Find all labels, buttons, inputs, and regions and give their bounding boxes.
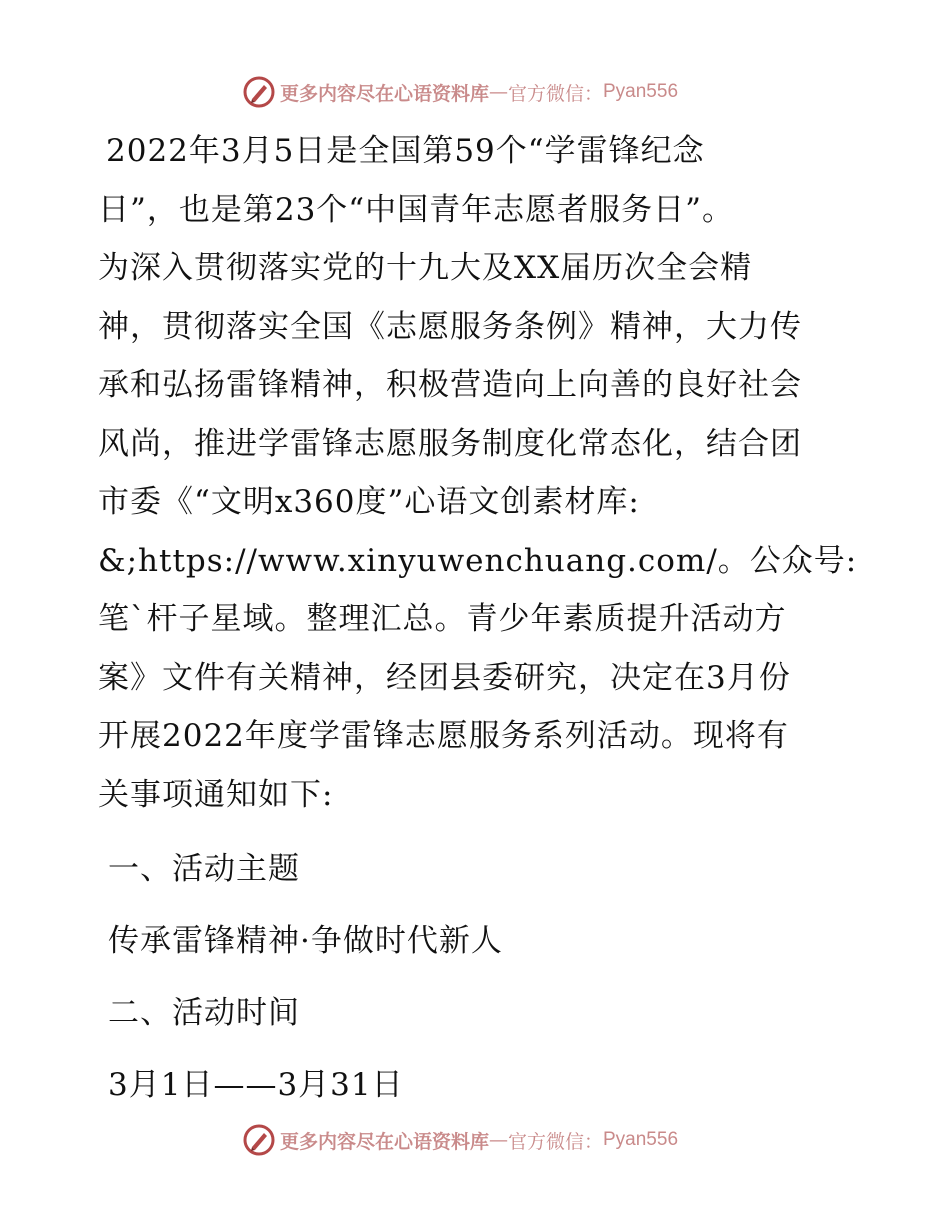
section-heading-time: 二、活动时间	[108, 995, 300, 1031]
footer-banner	[0, 1120, 950, 1160]
text-line: 笔`杆子星域。整理汇总。青少年素质提升活动方	[98, 601, 787, 637]
text-line: &;https://www.xinyuwenchuang.com/。公众号:	[98, 542, 858, 579]
section-heading-theme: 一、活动主题	[108, 851, 300, 887]
text-line: 神，贯彻落实全国《志愿服务条例》精神，大力传	[98, 308, 802, 345]
text-line: 开展2022年度学雷锋志愿服务系列活动。现将有	[98, 718, 789, 754]
section-content-time: 3月1日——3月31日	[108, 1067, 404, 1103]
pen-logo-icon	[242, 75, 276, 109]
banner-official: 官方微信：	[507, 82, 603, 105]
intro-paragraph	[98, 122, 858, 824]
banner-dash: —	[488, 1129, 508, 1151]
pen-logo-icon	[242, 1123, 276, 1157]
text-line: 为深入贯彻落实党的十九大及XX届历次全会精	[98, 250, 753, 286]
banner-official: 官方微信：	[507, 1130, 603, 1153]
banner-text: 更多内容尽在心语资料库	[279, 1130, 489, 1153]
text-line: 案》文件有关精神，经团县委研究，决定在3月份	[98, 659, 791, 696]
section-content-theme: 传承雷锋精神·争做时代新人	[108, 923, 503, 959]
text-line: 承和弘扬雷锋精神，积极营造向上向善的良好社会	[98, 367, 802, 403]
header-banner	[0, 72, 950, 112]
banner-wechat-id: Pyan556	[603, 81, 679, 102]
text-line: 风尚，推进学雷锋志愿服务制度化常态化，结合团	[98, 425, 802, 462]
banner-text: 更多内容尽在心语资料库	[279, 82, 489, 105]
text-line: 日”，也是第23个“中国青年志愿者服务日”。	[98, 191, 734, 228]
banner-dash: —	[488, 81, 508, 103]
text-line: 市委《“文明x360度”心语文创素材库:	[98, 484, 640, 520]
text-line: 关事项通知如下:	[98, 776, 334, 813]
document-body	[98, 122, 858, 1114]
banner-wechat-id: Pyan556	[603, 1129, 679, 1150]
text-line: 2022年3月5日是全国第59个“学雷锋纪念	[106, 133, 705, 169]
